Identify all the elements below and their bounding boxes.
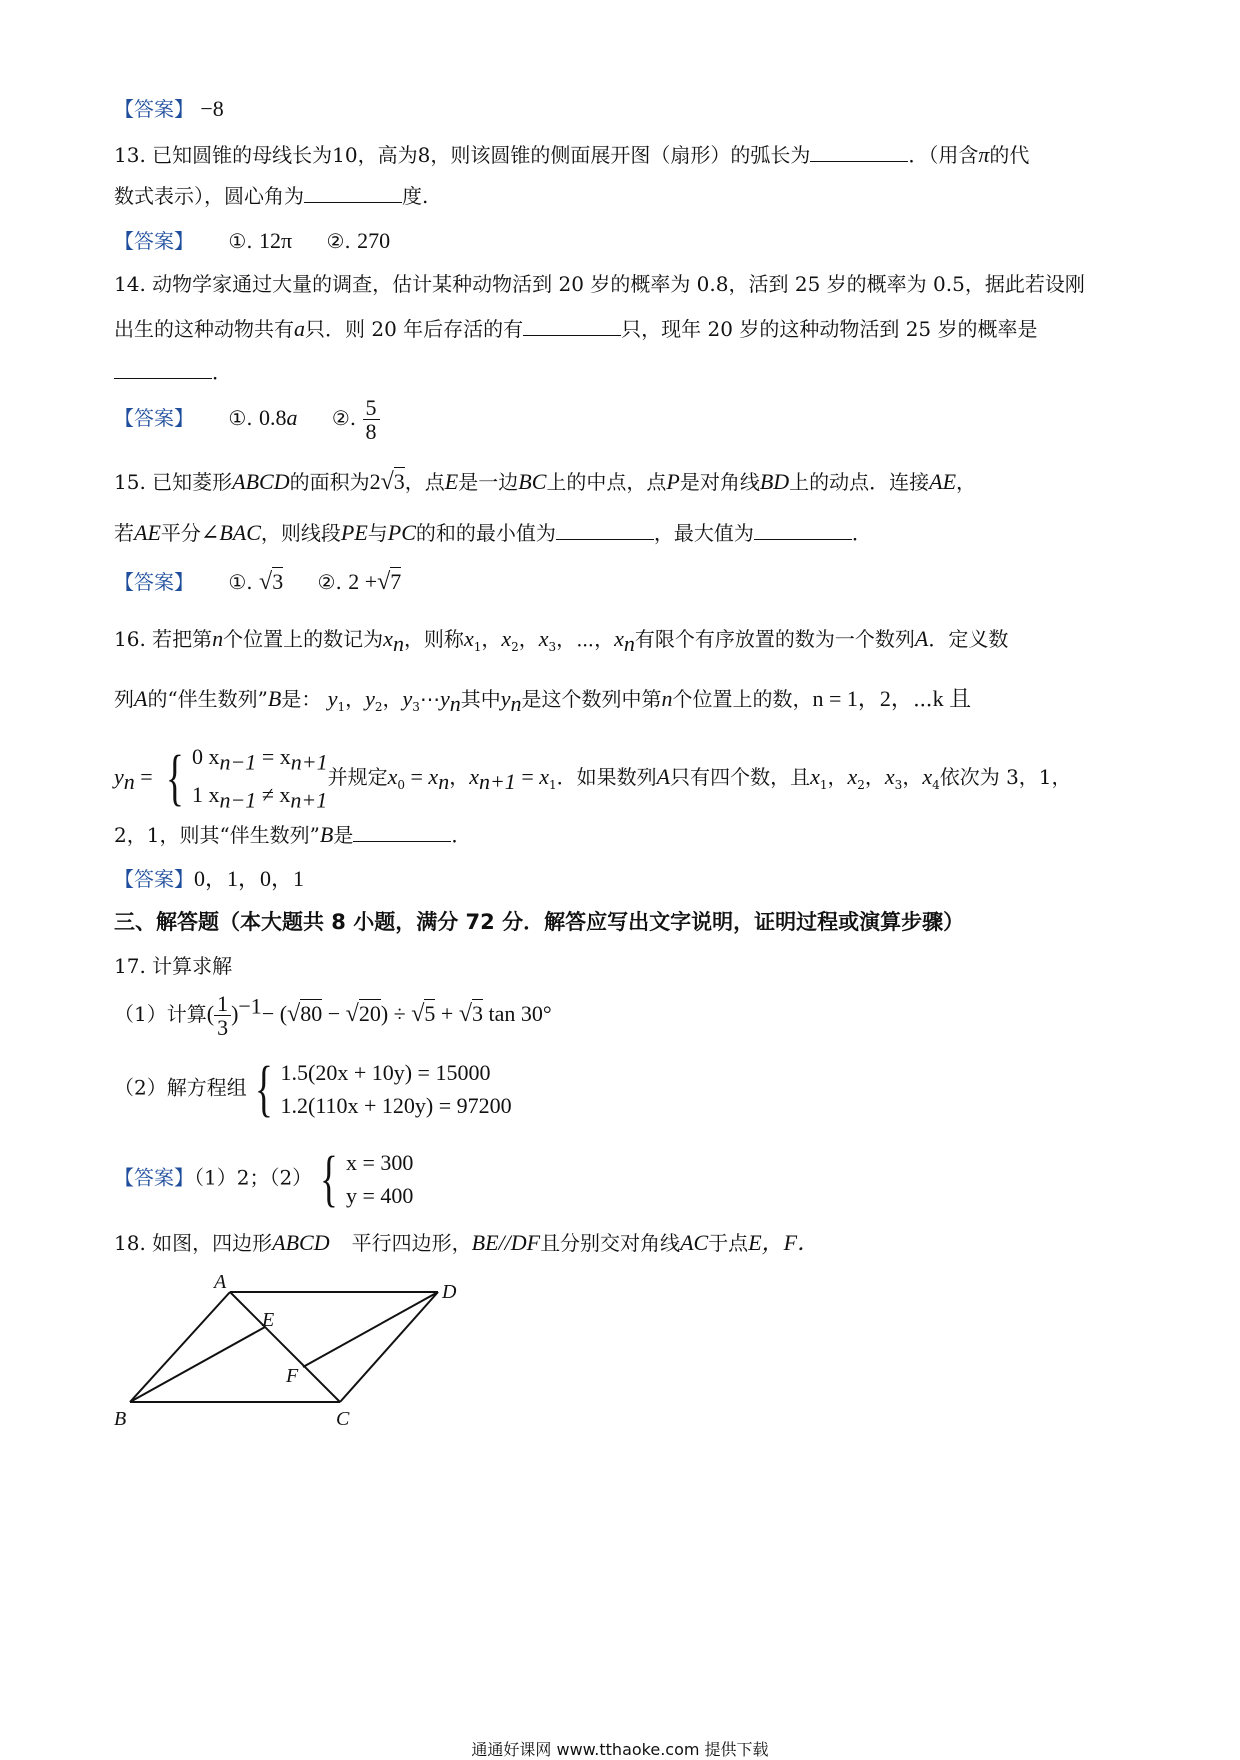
q14-blank2 <box>114 360 212 379</box>
q16-yn: y <box>114 763 124 789</box>
q15-text: ，则线段 <box>260 521 341 545</box>
q17-part2 <box>114 1056 512 1122</box>
q16-case1: 0 x <box>191 744 220 769</box>
q16-text: 只有四个数，且 <box>670 764 811 789</box>
q15-text: 上的中点，点 <box>546 470 667 494</box>
q15-text: 是对角线 <box>679 470 760 494</box>
q15-area-radicand: 3 <box>393 469 405 494</box>
q15-text: 15. 已知菱形 <box>114 470 233 494</box>
q16-cases: 0 $x_{n-1} = x_{n+1}$ 1 $x_{n-1} \ne x_{n+1}$ <box>191 744 328 813</box>
left-brace: { <box>166 744 184 813</box>
q15-pe: PE <box>340 520 368 545</box>
q17-part1: （1）计算( $\frac{1}{3}$ )$^{-1}$− (√80 − √20) ÷ √5 + √3 tan 30° <box>114 991 552 1041</box>
answer-num1: ①. <box>228 229 253 253</box>
answer-num1: ①. <box>228 406 253 431</box>
q17-title: 17. 计算求解 <box>114 954 233 978</box>
q14-answer2-fraction <box>363 396 380 443</box>
label-d: D <box>442 1281 457 1303</box>
q13-line1 <box>114 142 1029 168</box>
q16-text: 个位置上的数， <box>672 687 813 711</box>
q15-line1: 15. 已知菱形ABCD的面积为2√3，点E是一边BC上的中点，点P是对角线BD上的动点．连接AE， <box>114 469 977 495</box>
answer-label: 【答案】 <box>114 229 194 253</box>
q17-answer-system <box>346 1146 413 1212</box>
q16-line2: 列A的“伴生数列”B是： $y_1$，$y_2$，$y_3\cdots y_n$其中$y_n$是这个数列中第n个位置上的数，n = 1，2，⋯k 且 <box>114 686 972 716</box>
q16-text: 是 <box>333 823 354 847</box>
q17-radicand-20: 20 <box>358 1001 381 1027</box>
parallelogram-figure <box>110 1270 470 1450</box>
q15-area-coef: 2 <box>369 469 381 494</box>
q16-text: 个位置上的数记为 <box>223 627 384 651</box>
q15-blank2 <box>754 521 852 540</box>
q16-text: 16. 若把第 <box>114 627 213 651</box>
q16-var-a: A <box>656 763 671 789</box>
answer-label: 【答案】 <box>114 97 194 121</box>
q16-text: 并规定 <box>327 764 388 789</box>
answer-num1: ①. <box>228 570 253 594</box>
q16-text: 的“伴生数列” <box>147 687 268 711</box>
q16-answer: 0，1，0，1 <box>194 866 305 891</box>
q16-line1: 16. 若把第n个位置上的数记为$x_n$，则称$x_1$，$x_2$，$x_3$，⋯，$x_n$有限个有序放置的数为一个数列A．定义数 <box>114 626 1009 656</box>
q17-answer-line <box>114 1146 413 1212</box>
q16-case2: 1 x <box>191 782 220 808</box>
q15-bd: BD <box>759 469 790 494</box>
label-a: A <box>214 1271 227 1293</box>
q16-text: n = 1，2，⋯k 且 <box>812 686 972 711</box>
q15-text: ，最大值为 <box>653 521 754 545</box>
q17-radicand-5: 5 <box>424 1001 436 1027</box>
answer-num2: ②. <box>326 229 351 253</box>
q16-line3: $y_n$ = { 0 $x_{n-1} = x_{n+1}$ 1 $x_{n-1} \ne x_{n+1}$ 并规定$x_0 = x_n$，$x_{n+1} = x_1$．如果数列A只有四个数，且$x_1$，$x_2$，$x_3$，$x_4$依次为 3，1， <box>114 740 1072 817</box>
q16-var-b: B <box>319 822 334 847</box>
fraction-denominator: 8 <box>365 419 377 445</box>
q15-text: ，点 <box>404 470 445 494</box>
q14-answer1: 0.8 <box>259 405 287 431</box>
q13-text3: 度. <box>402 184 429 208</box>
q16-xn: x <box>383 626 393 651</box>
q16-text: 依次为 3，1， <box>939 764 1072 789</box>
q13-text2: 数式表示），圆心角为 <box>114 184 304 208</box>
q14-text2: 出生的这种动物共有 <box>114 317 294 341</box>
q14-text: 14. 动物学家通过大量的调查，估计某种动物活到 20 岁的概率为 0.8，活到 25 岁的概率为 0.5，据此若设刚 <box>114 272 1085 296</box>
q15-text: 的和的最小值为 <box>415 521 556 545</box>
q14-text5: ． <box>212 360 232 384</box>
q16-var-b: B <box>267 686 282 711</box>
q17-op: ) ÷ <box>380 1001 412 1027</box>
q14-text4: 只，现年 20 岁的这种动物活到 25 岁的概率是 <box>621 317 1038 341</box>
q17-answer-y: y = 400 <box>345 1183 414 1208</box>
section-heading: 三、解答题（本大题共 8 小题，满分 72 分．解答应写出文字说明，证明过程或演算步骤） <box>114 910 965 934</box>
q17-equation2: 1.2(110x + 120y) = 97200 <box>280 1093 512 1118</box>
q15-answer2-radicand: 7 <box>390 569 402 594</box>
q18-text: 于点 <box>708 1231 749 1255</box>
q15-text: 与 <box>367 521 388 545</box>
q17-system <box>281 1056 512 1122</box>
fraction-numerator: 5 <box>363 396 380 420</box>
q16-var-n: n <box>212 626 224 651</box>
q17-equation1: 1.5(20x + 10y) = 15000 <box>280 1060 491 1085</box>
q12-answer: −8 <box>200 96 224 121</box>
q17-op: − <box>322 1001 346 1027</box>
q18-ac: AC <box>680 1230 709 1255</box>
q18-line <box>114 1230 819 1256</box>
q16-line4 <box>114 822 471 848</box>
answer-num2: ②. <box>317 570 342 594</box>
fraction-numerator: 1 <box>214 992 231 1016</box>
q14-line1 <box>114 272 1085 296</box>
q14-blank1 <box>523 317 621 336</box>
q17-radicand-80: 80 <box>300 1001 323 1027</box>
q16-answer-line <box>114 866 304 892</box>
q15-line2 <box>114 520 872 546</box>
q17-part1-label: （1）计算 <box>114 1002 207 1027</box>
q15-angle: ∠BAC <box>200 520 261 545</box>
q17-radicand-3: 3 <box>471 1001 483 1027</box>
q17-answer-x: x = 300 <box>345 1150 414 1175</box>
q15-point-p: P <box>666 469 680 494</box>
q16-text: 其中 <box>460 687 501 711</box>
label-c: C <box>336 1408 350 1430</box>
q18-abcd: ABCD <box>272 1230 330 1255</box>
answer-num2: ②. <box>331 406 357 431</box>
q16-var-n: n <box>661 686 673 711</box>
q16-text: ．定义数 <box>928 627 1009 651</box>
q17-answer-text: （1）2；（2） <box>194 1165 313 1190</box>
q14-text3: 只．则 20 年后存活的有 <box>305 317 524 341</box>
q14-var-a: a <box>294 316 305 341</box>
q13-answer1: 12π <box>259 228 293 253</box>
q15-answer2-term: 2 + <box>348 569 378 594</box>
q13-answer2: 270 <box>357 228 391 253</box>
q15-abcd: ABCD <box>232 469 290 494</box>
q15-answer-line: 【答案】 ①. √3 ②. 2 +√7 <box>114 569 402 595</box>
q16-text: ，则称 <box>403 627 464 651</box>
q16-text: 2，1，则其“伴生数列” <box>114 823 320 847</box>
q17-op: + <box>435 1001 459 1027</box>
q12-answer-line <box>114 96 224 122</box>
q15-blank1 <box>556 521 654 540</box>
q13-blank1 <box>810 143 908 162</box>
q15-pc: PC <box>387 520 416 545</box>
q16-var-a: A <box>914 626 929 651</box>
q15-ae: AE <box>134 520 161 545</box>
q13-tail: ．（用含 <box>908 143 979 167</box>
q17-part2-label: （2）解方程组 <box>114 1075 247 1100</box>
left-brace: { <box>320 1145 338 1213</box>
q15-text: 是一边 <box>458 470 519 494</box>
q13-answer-line <box>114 228 390 254</box>
q15-answer1-radicand: 3 <box>272 569 284 594</box>
q16-text: 列 <box>114 687 134 711</box>
q18-text: 且分别交对角线 <box>540 1231 681 1255</box>
q15-bc: BC <box>518 469 547 494</box>
q16-var-a: A <box>134 686 148 711</box>
q18-text: 平行四边形， <box>351 1231 472 1255</box>
q15-text: 的面积为 <box>289 470 370 494</box>
label-f: F <box>286 1365 299 1387</box>
q15-text: 上的动点．连接 <box>789 470 930 494</box>
q16-text: ． <box>451 823 472 847</box>
answer-label: 【答案】 <box>114 1165 194 1190</box>
q17-tan: tan 30° <box>482 1001 552 1027</box>
q13-tail2: 的代 <box>989 143 1030 167</box>
q14-answer-line <box>114 396 380 443</box>
q15-text: 若 <box>114 521 134 545</box>
q18-bedf: BE//DF <box>471 1230 541 1255</box>
q15-text: ． <box>851 521 872 545</box>
q16-text: 有限个有序放置的数为一个数列 <box>634 627 915 651</box>
q14-answer1-var: a <box>286 405 298 431</box>
q16-blank <box>353 823 451 842</box>
answer-label: 【答案】 <box>114 570 194 594</box>
left-brace: { <box>254 1055 273 1123</box>
q14-line3 <box>114 360 232 384</box>
label-e: E <box>262 1309 275 1331</box>
q18-text: 18. 如图，四边形 <box>114 1231 273 1255</box>
q13-line2 <box>114 184 428 208</box>
q15-ae: AE <box>929 469 957 494</box>
q16-text: ．如果数列 <box>556 764 657 789</box>
q18-ef: E，F． <box>748 1230 820 1255</box>
q15-point-e: E <box>444 469 459 494</box>
q16-text: 是： <box>281 687 322 711</box>
q15-text: 平分 <box>160 521 201 545</box>
q13-blank2 <box>304 184 402 203</box>
q14-line2 <box>114 316 1038 342</box>
label-b: B <box>114 1408 127 1430</box>
answer-label: 【答案】 <box>114 867 194 891</box>
q17-exponent: −1 <box>238 993 262 1019</box>
answer-label: 【答案】 <box>114 406 194 431</box>
q13-pi: π <box>978 142 990 167</box>
footer: 通通好课网 www.tthaoke.com 提供下载 <box>471 1740 769 1759</box>
fraction-denominator: 3 <box>217 1015 229 1041</box>
q17-op: − ( <box>261 1001 288 1027</box>
q15-text: ， <box>956 470 977 494</box>
q17-fraction <box>214 992 231 1039</box>
q13-text: 13. 已知圆锥的母线长为10，高为8，则该圆锥的侧面展开图（扇形）的弧长为 <box>114 143 811 167</box>
q16-text: 是这个数列中第 <box>521 687 662 711</box>
